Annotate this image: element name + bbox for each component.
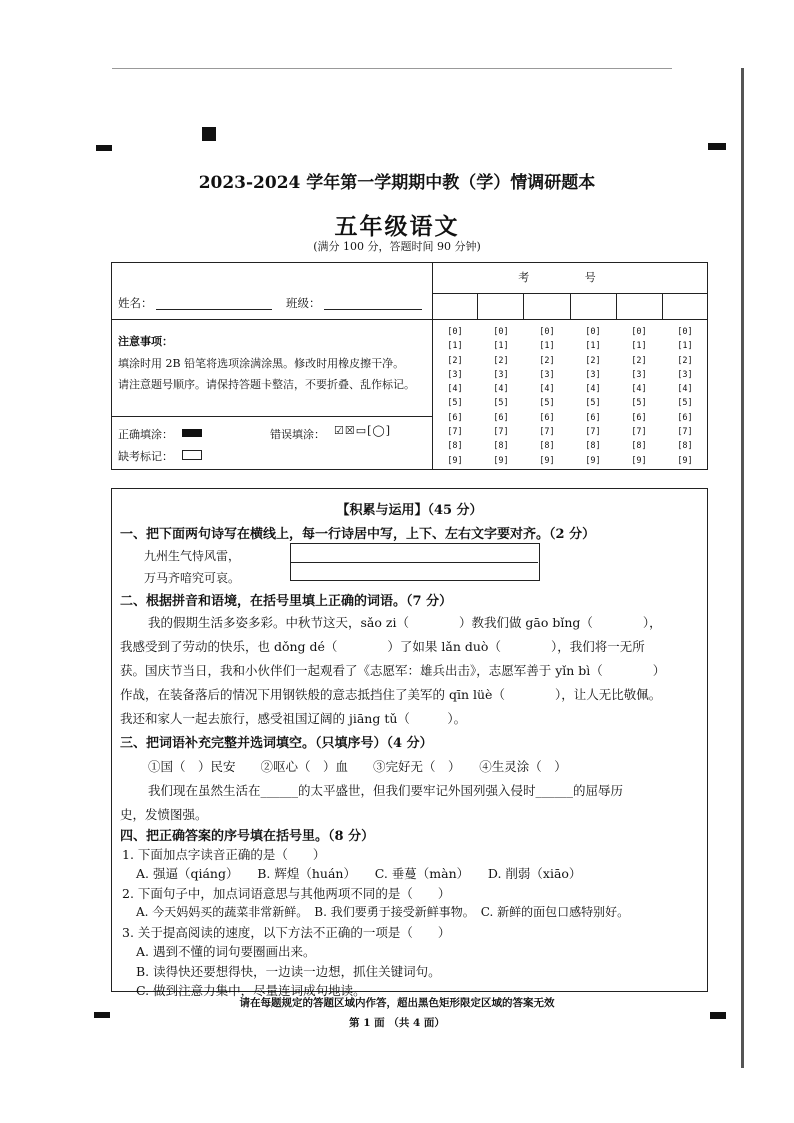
digit-bubble-column[interactable]: [0] [1] [2] [3] [4] [5] [6] [7] [8] [9] [447, 327, 463, 466]
name-class-row [112, 263, 432, 320]
fill-example-block [112, 416, 432, 469]
q4-item-3: 3. 关于提高阅读的速度，以下方法不正确的一项是（ ） [122, 924, 451, 940]
exam-digit-cell[interactable] [478, 293, 524, 319]
exam-digit-cell[interactable] [663, 293, 708, 319]
name-label: 姓名： [118, 296, 153, 310]
section-title: 【积累与运用】（45 分） [336, 503, 483, 518]
digit-bubble-column[interactable]: [0] [1] [2] [3] [4] [5] [6] [7] [8] [9] [631, 327, 647, 466]
poem-line-2: 万马齐喑究可哀。 [144, 571, 241, 585]
wrong-fill-samples: ☑☒▭[◯] [334, 424, 392, 437]
exam-digit-cell[interactable] [571, 293, 617, 319]
name-field[interactable] [156, 297, 272, 310]
absent-mark-box[interactable] [182, 450, 202, 460]
answer-area [111, 488, 708, 998]
class-label: 班级： [286, 296, 321, 310]
top-rule [112, 68, 672, 69]
score-time-note: (满分 100 分，答题时间 90 分钟) [313, 240, 481, 253]
q4-item-2: 2. 下面句子中，加点词语意思与其他两项不同的是（ ） [122, 885, 451, 901]
question-1: 一、把下面两句诗写在横线上，每一行诗居中写，上下、左右文字要对齐。（2 分） [120, 527, 596, 542]
digit-bubble-column[interactable]: [0] [1] [2] [3] [4] [5] [6] [7] [8] [9] [677, 327, 693, 466]
footer-warning: 请在每题规定的答题区域内作答，超出黑色矩形限定区域的答案无效 [239, 997, 555, 1009]
exam-number-bubbles [432, 325, 708, 468]
class-field[interactable] [324, 297, 422, 310]
q4-item-2-options: A. 今天妈妈买的蔬菜非常新鲜。 B. 我们要勇于接受新鲜事物。 C. 新鲜的面包口感特别好。 [136, 905, 630, 919]
notice-line-1: 填涂时用 2B 铅笔将选项涂满涂黑。修改时用橡皮擦干净。 [118, 357, 405, 370]
exam-digit-cell[interactable] [524, 293, 570, 319]
q2-paragraph-line: 获。国庆节当日，我和小伙伴们一起观看了《志愿军：雄兵出击》，志愿军善于 yǐn bì（ ） [120, 663, 666, 678]
q4-item-1-options: A. 强逼（qiáng） B. 辉煌（huán） C. 垂蔓（màn） D. 削弱（xiāo） [136, 866, 582, 881]
digit-bubble-column[interactable]: [0] [1] [2] [3] [4] [5] [6] [7] [8] [9] [493, 327, 509, 466]
question-4: 四、把正确答案的序号填在括号里。（8 分） [120, 829, 375, 844]
exam-number-header: 考 号 [432, 263, 708, 294]
poem-writing-lines[interactable] [290, 543, 540, 581]
page-number: 第 1 面 （共 4 面） [349, 1017, 445, 1029]
info-left-panel [112, 263, 433, 469]
poem-line-1: 九州生气恃风雷， [144, 549, 241, 563]
notice-line-2: 请注意题号顺序。请保持答题卡整洁，不要折叠、乱作标记。 [118, 378, 415, 391]
q4-item-3-option-b: B. 读得快还要想得快，一边读一边想，抓住关键词句。 [136, 963, 441, 979]
q3-sentence-line: 我们现在虽然生活在______的太平盛世，但我们要牢记外国列强入侵时______的屈辱历 [148, 783, 624, 798]
q3-options: ①国（ ）民安 ②呕心（ ）血 ③完好无（ ） ④生灵涂（ ） [148, 759, 567, 774]
q4-item-3-option-c: C. 做到注意力集中，尽量连词成句地读。 [136, 983, 366, 998]
digit-bubble-column[interactable]: [0] [1] [2] [3] [4] [5] [6] [7] [8] [9] [539, 327, 555, 466]
notice-block [112, 319, 432, 417]
exam-number-write-cells [432, 293, 708, 320]
q3-sentence-line: 史，发愤图强。 [120, 807, 208, 822]
subject-title: 五年级语文 [334, 213, 460, 240]
question-2: 二、根据拼音和语境，在括号里填上正确的词语。（7 分） [120, 594, 453, 609]
candidate-info-box [111, 262, 708, 470]
exam-digit-cell[interactable] [432, 293, 478, 319]
q2-paragraph-line: 我的假期生活多姿多彩。中秋节这天，sǎo zi（ ）教我们做 gāo bǐng（ ）， [148, 615, 662, 630]
digit-bubble-column[interactable]: [0] [1] [2] [3] [4] [5] [6] [7] [8] [9] [585, 327, 601, 466]
alignment-mark-left [96, 145, 112, 151]
q4-item-3-option-a: A. 遇到不懂的词句要圈画出来。 [136, 944, 316, 959]
exam-digit-cell[interactable] [617, 293, 663, 319]
q2-paragraph-line: 作战，在装备落后的情况下用钢铁般的意志抵挡住了美军的 qīn lüè（ ），让人无比敬佩。 [120, 687, 662, 702]
question-3: 三、把词语补充完整并选词填空。（只填序号）（4 分） [120, 736, 433, 751]
notice-title: 注意事项： [118, 335, 173, 348]
alignment-mark-right [708, 143, 726, 150]
absent-mark-label: 缺考标记： [118, 450, 173, 463]
alignment-mark-top [202, 127, 216, 141]
wrong-fill-label: 错误填涂： [270, 428, 325, 441]
correct-fill-sample [182, 429, 202, 437]
q4-item-1: 1. 下面加点字读音正确的是（ ） [122, 846, 326, 862]
exam-title: 2023-2024 学年第一学期期中教（学）情调研题本 [198, 173, 596, 193]
q2-paragraph-line: 我还和家人一起去旅行，感受祖国辽阔的 jiāng tǔ（ ）。 [120, 711, 467, 726]
q2-paragraph-line: 我感受到了劳动的快乐，也 dǒng dé（ ）了如果 lǎn duò（ ），我们将一无所 [120, 639, 645, 654]
correct-fill-label: 正确填涂： [118, 428, 173, 441]
